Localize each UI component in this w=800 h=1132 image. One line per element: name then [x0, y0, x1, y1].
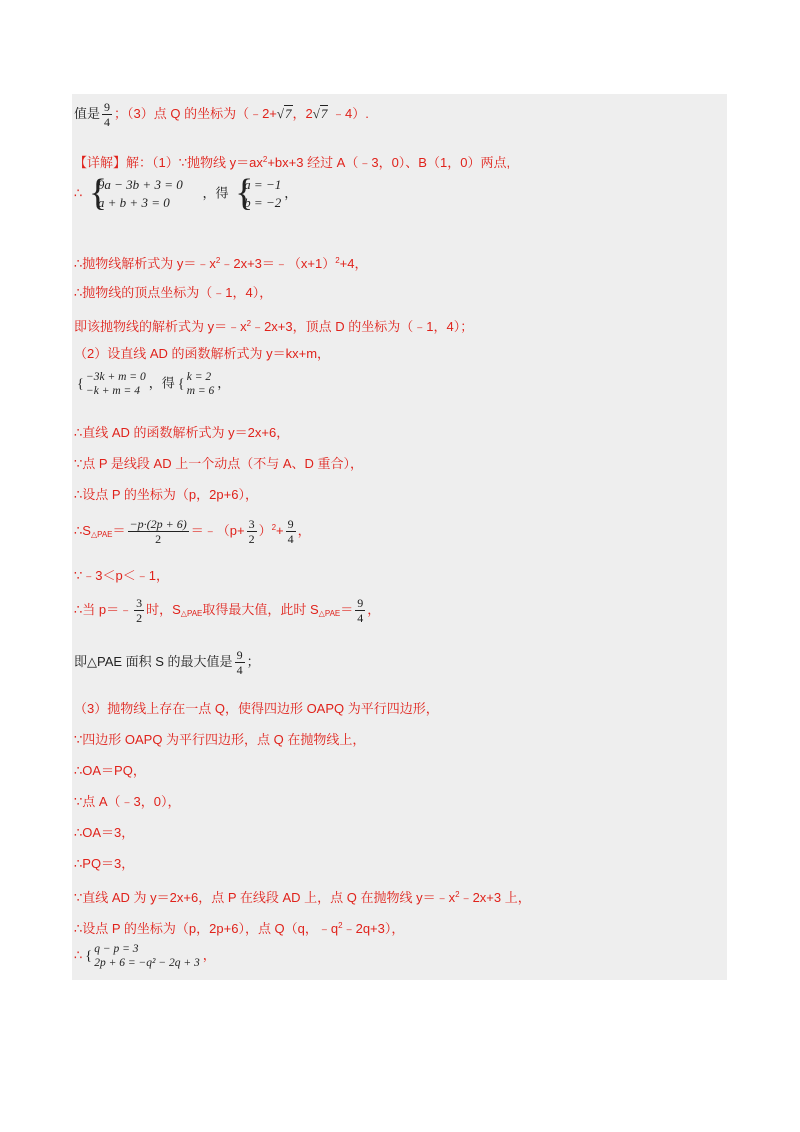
- line-point-p-coords: ∴设点 P 的坐标为（p，2p+6），: [74, 487, 258, 502]
- line-system-ab: ∴ { 9a − 3b + 3 = 0 a + b + 3 = 0 ，得 { a = −1 b = −2 ，: [74, 172, 298, 214]
- fraction-three-halves: $\frac{3}{2}$: [248, 517, 255, 546]
- line-line-ad-setup: （2）设直线 AD 的函数解析式为 y＝kx+m，: [74, 346, 331, 361]
- fraction-nine-fourths-4: $\frac{9}{4}$: [236, 648, 243, 677]
- sqrt-seven-2: √7: [312, 105, 328, 121]
- line-answer-summary: 值是 $\frac{9}{4}$ ；（3）点 Q 的坐标为（﹣2+√7，2√7 ﹣4）.: [74, 100, 369, 129]
- line-system-pq: ∴ { q − p = 3 2p + 6 = −q² − 2q + 3 ，: [74, 943, 216, 969]
- line-point-a: ∵点 A（﹣3，0），: [74, 794, 181, 809]
- line-ad-expression: ∴直线 AD 的函数解析式为 y＝2x+6，: [74, 425, 290, 440]
- fraction-nine-fourths-3: $\frac{9}{4}$: [357, 596, 364, 625]
- fraction-area: $\frac{-p\cdot(2p + 6)}{2}$: [129, 517, 187, 546]
- line-parallelogram: ∵四边形 OAPQ 为平行四边形，点 Q 在抛物线上，: [74, 732, 366, 747]
- line-detail-intro: 【详解】解：（1）∵抛物线 $y=ax^2+bx+3$ 经过 A（﹣3，0）、B（1，0）两点,: [74, 155, 511, 170]
- line-pq-coords: ∴设点 P 的坐标为（p，2p+6），点 Q（q，$﹣q^2﹣2q+3$），: [74, 921, 405, 936]
- fraction-nine-fourths: $\frac{9}{4}$: [104, 100, 111, 129]
- line-area-formula: $\therefore S_{\triangle PAE}=$ $\frac{-p\cdot(2p + 6)}{2}$ ＝﹣（p+ $\frac{3}{2}$ ）$^2$+ $\frac{9}{4}$ ，: [74, 517, 311, 546]
- line-p-range: ∵﹣3＜p＜﹣1，: [74, 568, 169, 583]
- system-equations-1: { 9a − 3b + 3 = 0 a + b + 3 = 0: [88, 172, 183, 214]
- system-solution-2: { k = 2 m = 6: [177, 371, 215, 397]
- line-maximum-value: 即△PAE 面积 S 的最大值是 $\frac{9}{4}$ ；: [74, 648, 260, 677]
- system-equations-3: { q − p = 3 2p + 6 = −q² − 2q + 3: [85, 943, 200, 969]
- line-maximum-condition: ∴当 p＝﹣ $\frac{3}{2}$ 时，$S_{\triangle PAE}$取得最大值，此时 $S_{\triangle PAE}=$ $\frac{9}{4}$ ，: [74, 596, 381, 625]
- line-vertex: ∴抛物线的顶点坐标为（﹣1，4），: [74, 285, 273, 300]
- sqrt-seven: √7: [276, 105, 292, 121]
- line-parabola-expression: ∴抛物线解析式为 $y=﹣x^2﹣2x+3=﹣(x+1)^2+4$，: [74, 256, 368, 271]
- line-ad-and-parabola: ∵直线 AD 为 y＝2x+6，点 P 在线段 AD 上，点 Q 在抛物线 $y=﹣x^2﹣2x+3$ 上，: [74, 890, 531, 905]
- fraction-nine-fourths-2: $\frac{9}{4}$: [287, 517, 294, 546]
- system-solution-1: { a = −1 b = −2: [235, 172, 282, 214]
- line-parabola-summary: 即该抛物线的解析式为 $y=﹣x^2﹣2x+3$，顶点 D 的坐标为（﹣1，4）；: [74, 319, 474, 334]
- fraction-three-halves-2: $\frac{3}{2}$: [136, 596, 143, 625]
- line-part3-claim: （3）抛物线上存在一点 Q，使得四边形 OAPQ 为平行四边形，: [74, 701, 439, 716]
- line-oa-eq-pq: ∴OA＝PQ，: [74, 763, 146, 778]
- line-oa-3: ∴OA＝3，: [74, 825, 135, 840]
- line-pq-3: ∴PQ＝3，: [74, 856, 135, 871]
- line-system-km: { −3k + m = 0 −k + m = 4 ，得 { k = 2 m = 6 ，: [77, 371, 231, 397]
- line-point-p-on-ad: ∵点 P 是线段 AD 上一个动点（不与 A、D 重合），: [74, 456, 363, 471]
- system-equations-2: { −3k + m = 0 −k + m = 4: [77, 371, 146, 397]
